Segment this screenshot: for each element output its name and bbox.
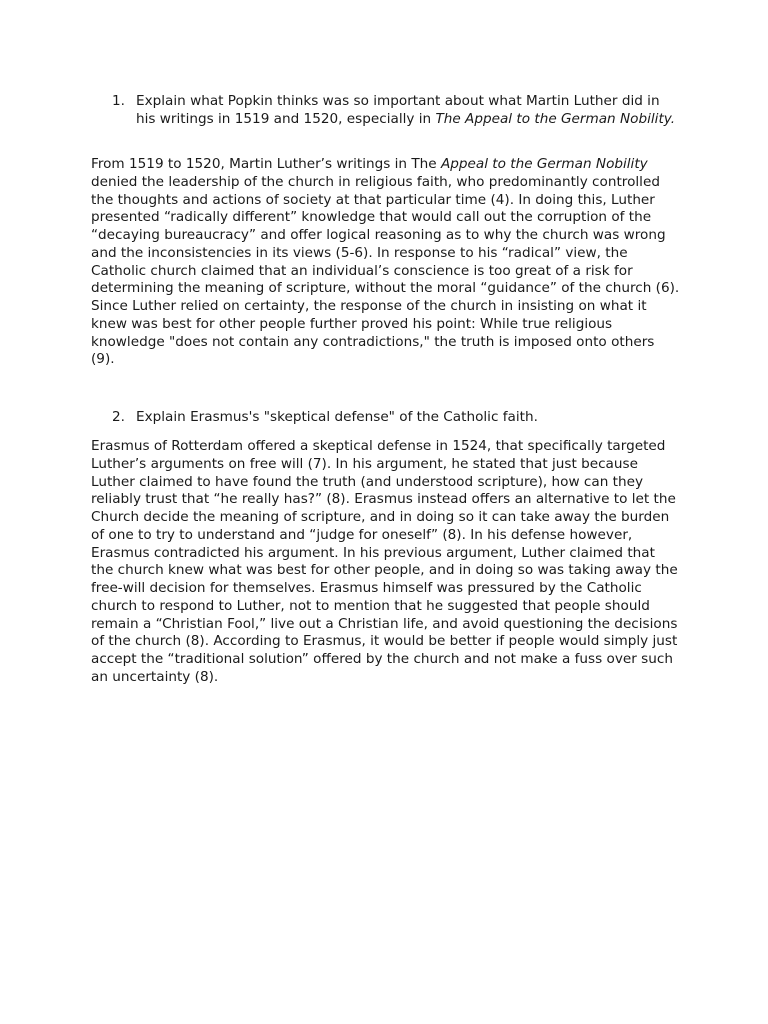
answer-1: [91, 156, 681, 369]
question-1-number: 1.: [112, 93, 125, 109]
answer-1-intro: From 1519 to 1520, Martin Luther’s writings in The: [91, 156, 441, 172]
answer-2: Erasmus of Rotterdam offered a skeptical defense in 1524, that specifically targeted Luther’s arguments on free will (7). In his argument, he stated that just because Luther claimed to have found the truth (and understood scripture), how can they reliably trust that “he really has?” (8). Erasmus instead offers an alternative to let the Church decide the meaning of scripture, and in doing so it can take away the burden of one to try to understand and “judge for oneself” (8). In his defense however, Erasmus contradicted his argument. In his previous argument, Luther claimed that the church knew what was best for other people, and in doing so was taking away the free-will decision for themselves. Erasmus himself was pressured by the Catholic church to respond to Luther, not to mention that he suggested that people should remain a “Christian Fool,” live out a Christian life, and avoid questioning the decisions of the church (8). According to Erasmus, it would be better if people would simply just accept the “traditional solution” offered by the church and not make a fuss over such an uncertainty (8).: [91, 438, 678, 685]
question-2-number: 2.: [112, 409, 125, 425]
question-2: [112, 409, 682, 427]
answer-1-title: Appeal to the German Nobility: [440, 156, 648, 172]
question-1-text: [136, 93, 682, 129]
question-1-prompt: Explain what Popkin thinks was so important about what Martin Luther did in his writings in 1519 and 1520, especially in: [136, 93, 660, 127]
question-1-title: The Appeal to the German Nobility.: [435, 110, 676, 127]
question-1: [112, 93, 682, 129]
question-2-text: Explain Erasmus's "skeptical defense" of the Catholic faith.: [136, 409, 538, 425]
answer-1-body: denied the leadership of the church in religious faith, who predominantly controlled the thoughts and actions of society at that particular time (4). In doing this, Luther presented “radically different” knowledge that would call out the corruption of the “decaying bureaucracy” and offer logical reasoning as to why the church was wrong and the inconsistencies in its views (5-6). In response to his “radical” view, the Catholic church claimed that an individual’s conscience is too great of a risk for determining the meaning of scripture, without the moral “guidance” of the church (6). Since Luther relied on certainty, the response of the church in insisting on what it knew was best for other people further proved his point: While true religious knowledge "does not contain any contradictions," the truth is imposed onto others (9).: [91, 173, 680, 368]
